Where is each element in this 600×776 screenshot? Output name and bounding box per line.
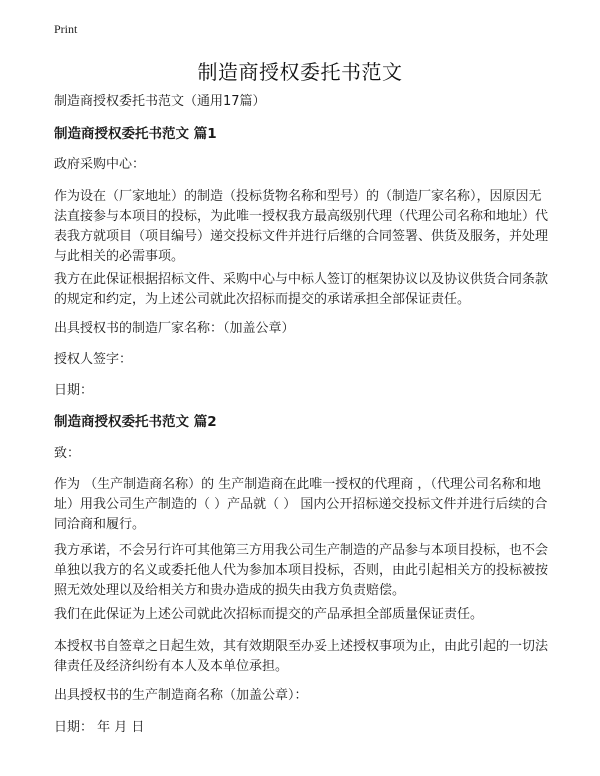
paragraph-guarantee: 我方在此保证根据招标文件、采购中心与中标人签订的框架协议以及协议供货合同条款的规定和约定，为上述公司就此次招标而提交的承诺承担全部保证责任。 — [54, 272, 549, 307]
paragraph-recipient: 政府采购中心： — [54, 157, 146, 172]
paragraph-date-2: 日期： 年 月 日 — [54, 720, 145, 735]
paragraph-quality-guarantee: 我们在此保证为上述公司就此次招标而提交的产品承担全部质量保证责任。 — [54, 607, 484, 622]
document-subtitle: 制造商授权委托书范文（通用17篇） — [54, 94, 266, 109]
paragraph-signature: 授权人签字： — [54, 352, 133, 367]
paragraph-agent-authorization: 作为 （生产制造商名称）的 生产制造商在此唯一授权的代理商 ，（代理公司名称和地址）用我公司生产制造的（ ）产品就（ ） 国内公开招标递交投标文件并进行后续的合同洽商和履行。 — [54, 477, 548, 532]
section-heading-1: 制造商授权委托书范文 篇1 — [54, 126, 217, 142]
paragraph-commitment: 我方承诺，不会另行许可其他第三方用我公司生产制造的产品参与本项目投标，也不会单独以我方的名义或委托他人代为参加本项目投标，否则，由此引起相关方的投标被按照无效处理以及给相关方和贵办造成的损失由我方负责赔偿。 — [54, 543, 549, 598]
paragraph-to: 致： — [54, 446, 81, 461]
document-title: 制造商授权委托书范文 — [197, 60, 403, 84]
paragraph-authorization: 作为设在（厂家地址）的制造（投标货物名称和型号）的（制造厂家名称），因原因无法直接参与本项目的投标，为此唯一授权我方最高级别代理（代理公司名称和地址）代表我方就项目（项目编号）递交投标文件并进行后继的合同签署、供货及服务，并处理与此相关的必需事项。 — [54, 189, 549, 264]
print-link[interactable]: Print — [54, 22, 78, 36]
paragraph-validity: 本授权书自签章之日起生效，其有效期限至办妥上述授权事项为止，由此引起的一切法律责任及经济纠纷有本人及本单位承担。 — [54, 639, 549, 674]
paragraph-producer-name: 出具授权书的生产制造商名称（加盖公章）： — [54, 688, 308, 703]
section-heading-2: 制造商授权委托书范文 篇2 — [54, 414, 217, 430]
paragraph-date: 日期： — [54, 383, 94, 398]
paragraph-manufacturer-name: 出具授权书的制造厂家名称：（加盖公章） — [54, 321, 295, 336]
